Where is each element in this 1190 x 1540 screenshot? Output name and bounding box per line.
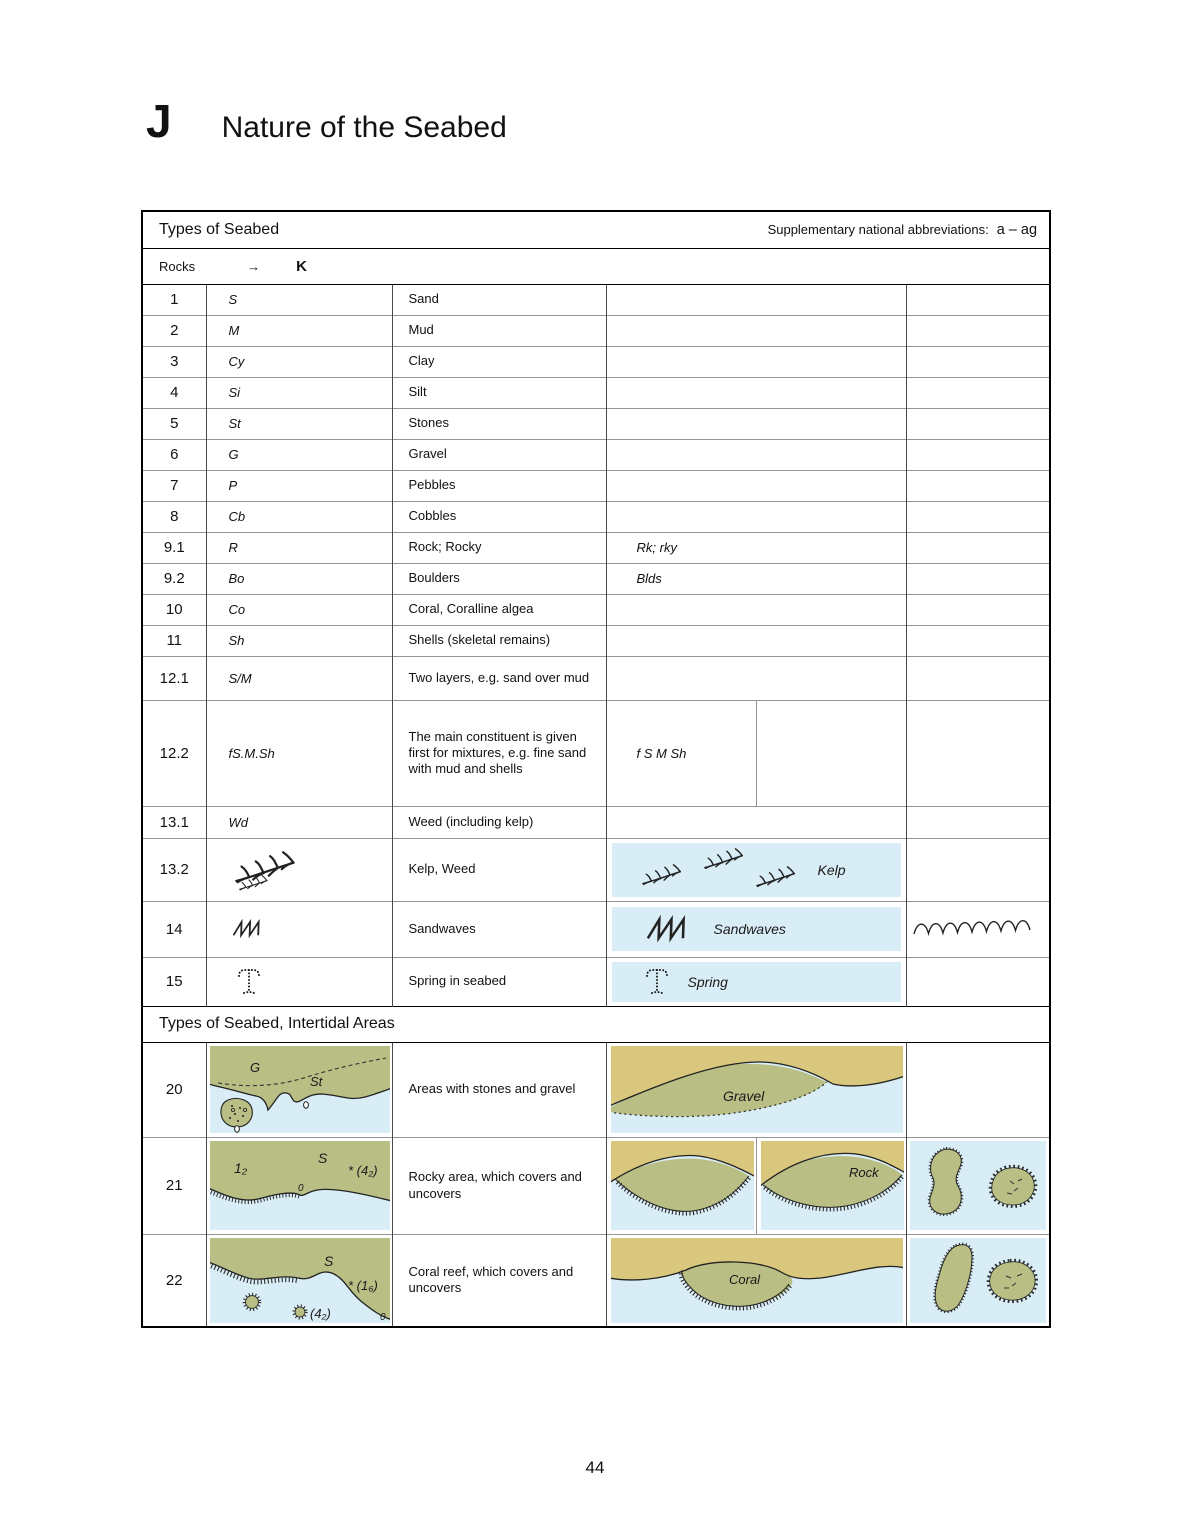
spring-symbol	[233, 965, 267, 999]
spring-box-label: Spring	[687, 973, 728, 990]
zero-depth-label: 0	[379, 1311, 386, 1323]
intertidal-section-header	[142, 1006, 1050, 1042]
extra-cell	[906, 625, 1050, 656]
term: Mud	[392, 315, 606, 346]
term: Stones	[392, 408, 606, 439]
spring-symbol-cell	[206, 957, 392, 1006]
term: Pebbles	[392, 470, 606, 501]
term: Silt	[392, 377, 606, 408]
abbreviation: Bo	[206, 563, 392, 594]
row-number: 5	[142, 408, 206, 439]
table-row-2	[142, 315, 1050, 346]
term: Weed (including kelp)	[392, 806, 606, 838]
section-title: Nature of the Seabed	[221, 111, 507, 144]
table-row-13-2	[142, 838, 1050, 901]
row-number: 4	[142, 377, 206, 408]
extra-cell	[906, 1042, 1050, 1137]
page-number: 44	[585, 1458, 605, 1477]
national-abbreviation: f S M Sh	[606, 700, 756, 806]
coral-example-cell	[606, 1234, 906, 1327]
term: The main constituent is given first for mixtures, e.g. fine sand with mud and shells	[392, 700, 606, 806]
term: Rocky area, which covers and uncovers	[392, 1137, 606, 1234]
kelp-box-label: Kelp	[817, 861, 846, 878]
coral-reef-chartlet	[210, 1238, 390, 1323]
table-row-7	[142, 470, 1050, 501]
extra-cell	[906, 501, 1050, 532]
term: Two layers, e.g. sand over mud	[392, 656, 606, 700]
coral-blobs-cell	[906, 1234, 1050, 1327]
row-number: 12.1	[142, 656, 206, 700]
table-row-9-2	[142, 563, 1050, 594]
rock-chartlet-2	[761, 1141, 904, 1230]
abbreviation: Wd	[206, 806, 392, 838]
supplementary-label: Supplementary national abbreviations:	[767, 221, 989, 237]
kelp-example-cell	[606, 838, 906, 901]
sandwaves-symbol	[227, 919, 273, 939]
term: Cobbles	[392, 501, 606, 532]
rock-awash-label: * (1₆)	[347, 1277, 378, 1293]
rock-example-cell-1	[606, 1137, 756, 1234]
kelp-symbol	[227, 845, 323, 895]
row-number: 15	[142, 957, 206, 1006]
page-title	[146, 95, 507, 147]
abbreviation: S	[206, 284, 392, 315]
term: Areas with stones and gravel	[392, 1042, 606, 1137]
abbreviation: P	[206, 470, 392, 501]
rock-blobs-chartlet	[910, 1141, 1046, 1230]
table-row-21	[142, 1137, 1050, 1234]
extra-cell	[906, 470, 1050, 501]
abbreviation: St	[206, 408, 392, 439]
coral-blobs-chartlet	[910, 1238, 1046, 1323]
national-abbreviation: Rk; rky	[606, 532, 906, 563]
table-row-11	[142, 625, 1050, 656]
extra-cell	[906, 957, 1050, 1006]
abbreviation: Sh	[206, 625, 392, 656]
term: Rock; Rocky	[392, 532, 606, 563]
drying-height-label: (4₂)	[309, 1305, 331, 1321]
table-row-20	[142, 1042, 1050, 1137]
table-row-8	[142, 501, 1050, 532]
row-number: 7	[142, 470, 206, 501]
sandwaves-wavy-cell	[906, 901, 1050, 957]
rock-awash-label: * (4₂)	[347, 1163, 378, 1178]
gravel-area-label: Gravel	[722, 1088, 764, 1104]
abbreviation: Cy	[206, 346, 392, 377]
national-abbreviation	[606, 408, 906, 439]
row-number: 13.2	[142, 838, 206, 901]
national-abbreviation	[606, 377, 906, 408]
term: Sand	[392, 284, 606, 315]
table-row-3	[142, 346, 1050, 377]
sandwaves-symbol-cell	[206, 901, 392, 957]
abbreviation: Cb	[206, 501, 392, 532]
table-row-9-1	[142, 532, 1050, 563]
national-sub-cell	[756, 700, 906, 806]
table-row-14	[142, 901, 1050, 957]
row-number: 20	[142, 1042, 206, 1137]
sand-abbr-label: S	[317, 1150, 327, 1166]
term: Gravel	[392, 439, 606, 470]
rock-label: Rock	[848, 1165, 879, 1180]
national-abbreviation	[606, 625, 906, 656]
sand-abbr-label: S	[323, 1252, 333, 1269]
sandwaves-example-cell	[606, 901, 906, 957]
coral-reef-symbol-cell	[206, 1234, 392, 1327]
row-number: 2	[142, 315, 206, 346]
extra-cell	[906, 439, 1050, 470]
national-abbreviation	[606, 346, 906, 377]
national-abbreviation	[606, 594, 906, 625]
spring-symbol-large	[642, 966, 674, 998]
kelp-info-box	[612, 843, 901, 897]
abbreviation: S/M	[206, 656, 392, 700]
gravel-abbr-label: G	[249, 1060, 260, 1075]
extra-cell	[906, 700, 1050, 806]
table-row-13-1	[142, 806, 1050, 838]
sandwaves-info-box	[612, 907, 901, 951]
table-row-10	[142, 594, 1050, 625]
coral-chartlet	[611, 1238, 903, 1323]
national-abbreviation	[606, 806, 906, 838]
abbreviation: R	[206, 532, 392, 563]
right-arrow-icon: →	[247, 258, 261, 274]
national-abbreviation	[606, 284, 906, 315]
section-letter: J	[146, 95, 172, 147]
abbreviation: fS.M.Sh	[206, 700, 392, 806]
stones-abbr-label: St	[309, 1074, 322, 1089]
extra-cell	[906, 532, 1050, 563]
rock-blobs-cell	[906, 1137, 1050, 1234]
national-abbreviation	[606, 470, 906, 501]
abbreviation: G	[206, 439, 392, 470]
spring-info-box	[612, 962, 901, 1002]
kelp-symbol-cell	[206, 838, 392, 901]
rock-chartlet-1	[611, 1141, 754, 1230]
rock-example-cell-2	[756, 1137, 906, 1234]
coral-label: Coral	[728, 1271, 760, 1287]
term: Spring in seabed	[392, 957, 606, 1006]
extra-cell	[906, 838, 1050, 901]
table-row-22	[142, 1234, 1050, 1327]
row-number: 14	[142, 901, 206, 957]
table-row-12-2	[142, 700, 1050, 806]
sandwaves-wavy-line	[911, 915, 1047, 943]
national-abbreviation	[606, 656, 906, 700]
table-header-row	[142, 211, 1050, 248]
table-row-5	[142, 408, 1050, 439]
extra-cell	[906, 806, 1050, 838]
rocks-section-ref: K	[296, 257, 307, 275]
row-number: 11	[142, 625, 206, 656]
rocks-label: Rocks	[159, 258, 196, 274]
row-number: 10	[142, 594, 206, 625]
seabed-table	[141, 210, 1051, 1328]
row-number: 22	[142, 1234, 206, 1327]
term: Shells (skeletal remains)	[392, 625, 606, 656]
row-number: 6	[142, 439, 206, 470]
national-abbreviation: Blds	[606, 563, 906, 594]
extra-cell	[906, 377, 1050, 408]
supplementary-range: a – ag	[996, 221, 1038, 238]
national-abbreviation	[606, 501, 906, 532]
term: Sandwaves	[392, 901, 606, 957]
rocky-area-symbol-cell	[206, 1137, 392, 1234]
zero-depth-label: 0	[297, 1183, 304, 1194]
abbreviation: Co	[206, 594, 392, 625]
term: Boulders	[392, 563, 606, 594]
row-number: 13.1	[142, 806, 206, 838]
national-abbreviation	[606, 315, 906, 346]
sandwaves-symbol-large	[642, 914, 698, 944]
kelp-symbols	[638, 844, 818, 896]
extra-cell	[906, 408, 1050, 439]
row-number: 9.2	[142, 563, 206, 594]
extra-cell	[906, 284, 1050, 315]
extra-cell	[906, 594, 1050, 625]
row-number: 9.1	[142, 532, 206, 563]
rocks-reference-row	[142, 248, 1050, 284]
spring-example-cell	[606, 957, 906, 1006]
term: Kelp, Weed	[392, 838, 606, 901]
row-number: 12.2	[142, 700, 206, 806]
stones-gravel-chartlet	[210, 1046, 390, 1133]
table-title: Types of Seabed	[159, 220, 280, 238]
table-row-1	[142, 284, 1050, 315]
table-row-6	[142, 439, 1050, 470]
row-number: 3	[142, 346, 206, 377]
abbreviation: M	[206, 315, 392, 346]
table-row-12-1	[142, 656, 1050, 700]
extra-cell	[906, 346, 1050, 377]
table-row-4	[142, 377, 1050, 408]
national-abbreviation	[606, 439, 906, 470]
term: Coral reef, which covers and uncovers	[392, 1234, 606, 1327]
stones-gravel-symbol-cell	[206, 1042, 392, 1137]
rocky-area-chartlet	[210, 1141, 390, 1230]
depth-label: 1₂	[233, 1160, 247, 1176]
extra-cell	[906, 563, 1050, 594]
intertidal-header-title: Types of Seabed, Intertidal Areas	[142, 1006, 1050, 1042]
extra-cell	[906, 315, 1050, 346]
extra-cell	[906, 656, 1050, 700]
row-number: 1	[142, 284, 206, 315]
sandwaves-box-label: Sandwaves	[713, 921, 786, 937]
row-number: 21	[142, 1137, 206, 1234]
row-number: 8	[142, 501, 206, 532]
term: Clay	[392, 346, 606, 377]
gravel-example-cell	[606, 1042, 906, 1137]
gravel-chartlet	[611, 1046, 903, 1133]
table-row-15	[142, 957, 1050, 1006]
abbreviation: Si	[206, 377, 392, 408]
term: Coral, Coralline algea	[392, 594, 606, 625]
